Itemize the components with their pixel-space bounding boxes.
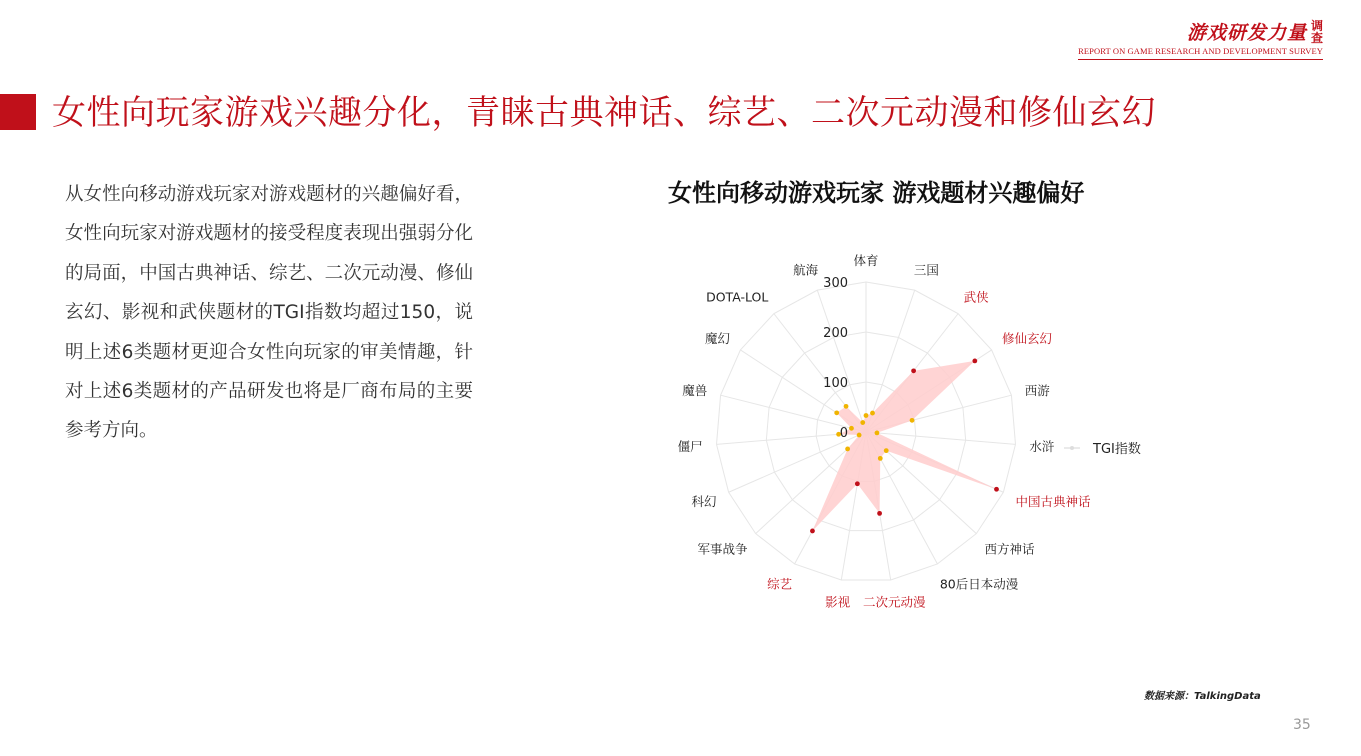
page-number: 35: [1293, 717, 1311, 733]
data-point: [877, 511, 882, 516]
category-label: 军事战争: [697, 541, 748, 557]
legend-swatch-dot: [1070, 446, 1074, 450]
chart-title: 女性向移动游戏玩家 游戏题材兴趣偏好: [668, 179, 1085, 207]
data-point: [844, 404, 849, 409]
data-point: [884, 448, 889, 453]
radial-tick-label: 0: [839, 426, 848, 441]
data-source: 数据来源：TalkingData: [1144, 691, 1261, 702]
category-label: 综艺: [767, 576, 793, 592]
category-label: 西方神话: [984, 541, 1035, 557]
category-label: 三国: [913, 262, 939, 278]
data-point: [994, 487, 999, 492]
category-label: 体育: [853, 253, 879, 268]
page-title: 女性向玩家游戏兴趣分化，青睐古典神话、综艺、二次元动漫和修仙玄幻: [52, 93, 1156, 133]
data-point: [875, 431, 880, 436]
category-label: 僵尸: [677, 439, 703, 455]
category-label: 80后日本动漫: [939, 576, 1019, 592]
category-label: 航海: [793, 262, 819, 278]
data-point: [834, 410, 839, 415]
category-label: 修仙玄幻: [1001, 330, 1053, 346]
category-label: 魔幻: [704, 330, 731, 346]
radial-tick-label: 100: [823, 376, 848, 391]
data-point: [864, 413, 869, 418]
category-label: DOTA-LOL: [706, 289, 769, 305]
data-point: [860, 420, 865, 425]
brand-tag: 调查: [1310, 19, 1323, 45]
radial-tick-label: 300: [823, 276, 848, 291]
category-label: 武侠: [963, 289, 989, 305]
brand-subtitle: REPORT ON GAME RESEARCH AND DEVELOPMENT SURVEY: [1078, 46, 1323, 60]
category-label: 科幻: [691, 494, 717, 510]
brand-title: 游戏研发力量: [1186, 22, 1307, 44]
data-point: [910, 418, 915, 423]
category-label: 影视: [825, 594, 851, 610]
radial-tick-label: 200: [823, 326, 848, 341]
category-label: 水浒: [1029, 439, 1055, 455]
data-point: [810, 529, 815, 534]
data-point: [849, 426, 854, 431]
data-point: [857, 433, 862, 438]
data-point: [870, 411, 875, 416]
category-label: 二次元动漫: [863, 594, 926, 610]
body-paragraph: 从女性向移动游戏玩家对游戏题材的兴趣偏好看，女性向玩家对游戏题材的接受程度表现出强弱分化的局面，中国古典神话、综艺、二次元动漫、修仙玄幻、影视和武侠题材的TGI指数均超过150，说明上述6类题材更迎合女性向玩家的审美情趣，针对上述6类题材的产品研发也将是厂商布局的主要参考方向。: [65, 184, 473, 442]
data-point: [972, 358, 977, 363]
data-point: [911, 368, 916, 373]
legend-label: TGI指数: [1093, 442, 1141, 457]
data-point: [878, 456, 883, 461]
category-label: 西游: [1024, 382, 1050, 398]
data-point: [845, 447, 850, 452]
category-label: 魔兽: [682, 382, 708, 398]
data-point: [855, 481, 860, 486]
category-label: 中国古典神话: [1015, 494, 1091, 510]
